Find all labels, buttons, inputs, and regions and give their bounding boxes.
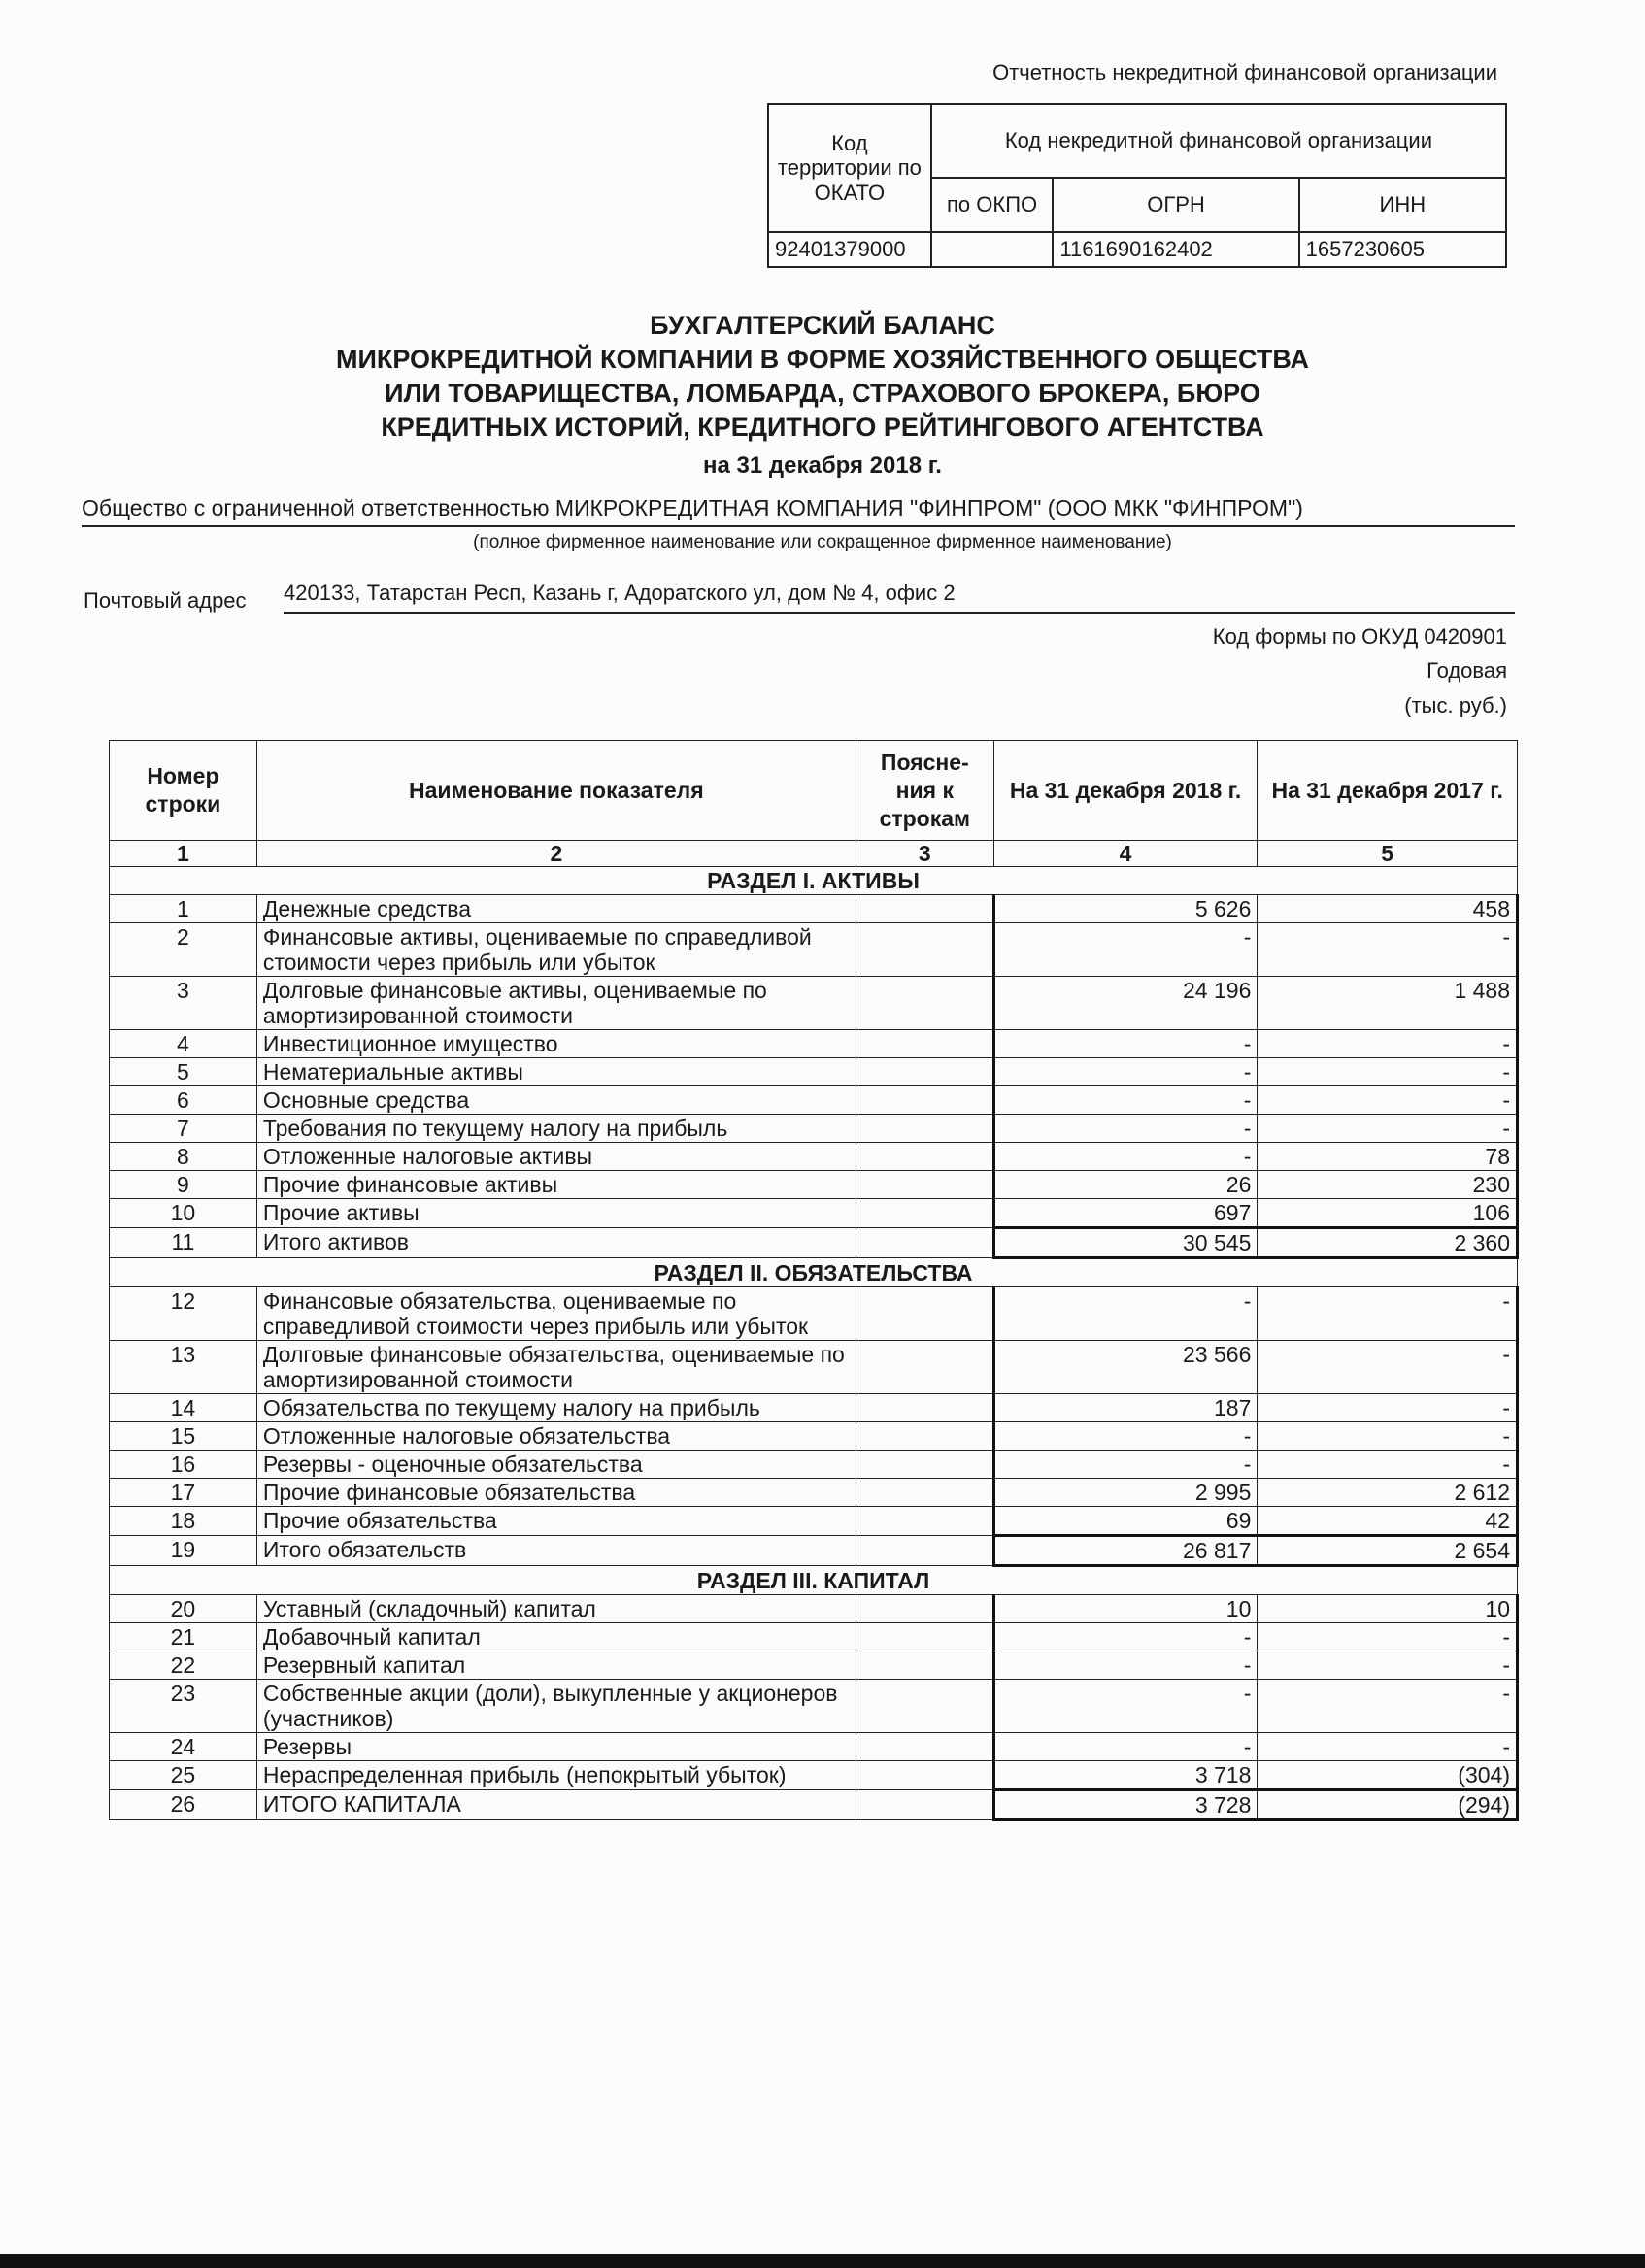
value-2018: 69 xyxy=(993,1507,1258,1536)
row-number: 25 xyxy=(110,1761,257,1790)
row-name: Собственные акции (доли), выкупленные у акционеров (участников) xyxy=(256,1680,856,1733)
col-number-2: 2 xyxy=(256,841,856,867)
address-label: Почтовый адрес xyxy=(84,588,247,613)
row-notes xyxy=(856,1341,993,1394)
organization-name: Общество с ограниченной ответственностью МИКРОКРЕДИТНАЯ КОМПАНИЯ "ФИНПРОМ" (ООО МКК "ФИНПРОМ") xyxy=(82,495,1515,527)
value-2018: 2 995 xyxy=(993,1479,1258,1507)
row-notes xyxy=(856,1287,993,1341)
row-notes xyxy=(856,1030,993,1058)
table-row xyxy=(110,1058,1518,1086)
value-2017: 458 xyxy=(1258,895,1518,923)
org-code-header: Код некредитной финансовой организации xyxy=(931,104,1506,178)
row-name: Основные средства xyxy=(256,1086,856,1115)
value-2018: - xyxy=(993,1086,1258,1115)
row-name: Финансовые активы, оцениваемые по справедливой стоимости через прибыль или убыток xyxy=(256,923,856,977)
row-name: Нематериальные активы xyxy=(256,1058,856,1086)
value-2018: 3 728 xyxy=(993,1790,1258,1820)
value-2018: 26 xyxy=(993,1171,1258,1199)
report-type-label: Отчетность некредитной финансовой организации xyxy=(992,60,1497,84)
row-notes xyxy=(856,1479,993,1507)
value-2017: (294) xyxy=(1258,1790,1518,1820)
table-row xyxy=(110,1623,1518,1651)
value-2018: - xyxy=(993,1733,1258,1761)
row-number: 24 xyxy=(110,1733,257,1761)
row-notes xyxy=(856,1058,993,1086)
row-name: Итого обязательств xyxy=(256,1536,856,1566)
row-notes xyxy=(856,1228,993,1258)
row-name: Отложенные налоговые активы xyxy=(256,1143,856,1171)
row-name: Резервы xyxy=(256,1733,856,1761)
value-2018: - xyxy=(993,1143,1258,1171)
header-row-number: Номер строки xyxy=(110,741,257,841)
balance-sheet-table xyxy=(109,740,1519,1821)
header-2018: На 31 декабря 2018 г. xyxy=(993,741,1258,841)
report-date: на 31 декабря 2018 г. xyxy=(703,452,942,479)
row-notes xyxy=(856,1680,993,1733)
value-2018: - xyxy=(993,1287,1258,1341)
row-number: 9 xyxy=(110,1171,257,1199)
table-row xyxy=(110,1115,1518,1143)
row-name: Прочие финансовые активы xyxy=(256,1171,856,1199)
section-header-row xyxy=(110,1258,1518,1287)
row-name: Резервный капитал xyxy=(256,1651,856,1680)
row-number: 10 xyxy=(110,1199,257,1228)
okpo-header: по ОКПО xyxy=(931,178,1054,232)
value-2017: - xyxy=(1258,1058,1518,1086)
okato-value: 92401379000 xyxy=(768,232,931,267)
row-number: 7 xyxy=(110,1115,257,1143)
row-name: Прочие активы xyxy=(256,1199,856,1228)
row-number: 3 xyxy=(110,977,257,1030)
row-number: 16 xyxy=(110,1451,257,1479)
row-name: Долговые финансовые активы, оцениваемые по амортизированной стоимости xyxy=(256,977,856,1030)
value-2018: 697 xyxy=(993,1199,1258,1228)
row-notes xyxy=(856,1651,993,1680)
row-number: 13 xyxy=(110,1341,257,1394)
table-row xyxy=(110,1733,1518,1761)
value-2017: - xyxy=(1258,1287,1518,1341)
row-number: 19 xyxy=(110,1536,257,1566)
header-notes: Поясне- ния к строкам xyxy=(856,741,993,841)
value-2017: 106 xyxy=(1258,1199,1518,1228)
value-2017: - xyxy=(1258,1680,1518,1733)
row-number: 2 xyxy=(110,923,257,977)
row-notes xyxy=(856,1761,993,1790)
col-number-4: 4 xyxy=(993,841,1258,867)
value-2018: - xyxy=(993,923,1258,977)
row-notes xyxy=(856,1422,993,1451)
row-notes xyxy=(856,1394,993,1422)
ogrn-header: ОГРН xyxy=(1053,178,1298,232)
row-number: 17 xyxy=(110,1479,257,1507)
value-2017: - xyxy=(1258,1394,1518,1422)
organization-name-caption: (полное фирменное наименование или сокращенное фирменное наименование) xyxy=(473,532,1172,552)
row-name: Резервы - оценочные обязательства xyxy=(256,1451,856,1479)
title-line-1: БУХГАЛТЕРСКИЙ БАЛАНС xyxy=(650,311,995,340)
table-row xyxy=(110,923,1518,977)
units-label: (тыс. руб.) xyxy=(1404,693,1507,717)
value-2017: 2 654 xyxy=(1258,1536,1518,1566)
row-number: 11 xyxy=(110,1228,257,1258)
inn-value: 1657230605 xyxy=(1299,232,1506,267)
section-title: РАЗДЕЛ I. АКТИВЫ xyxy=(110,867,1518,895)
row-notes xyxy=(856,1451,993,1479)
row-name: Добавочный капитал xyxy=(256,1623,856,1651)
header-indicator-name: Наименование показателя xyxy=(256,741,856,841)
value-2017: - xyxy=(1258,1086,1518,1115)
value-2017: - xyxy=(1258,923,1518,977)
table-row xyxy=(110,1595,1518,1623)
okato-header: Код территории по ОКАТО xyxy=(768,104,931,232)
row-name: Требования по текущему налогу на прибыль xyxy=(256,1115,856,1143)
okpo-value xyxy=(931,232,1054,267)
table-row xyxy=(110,1199,1518,1228)
value-2018: - xyxy=(993,1651,1258,1680)
col-number-3: 3 xyxy=(856,841,993,867)
value-2018: - xyxy=(993,1030,1258,1058)
section-header-row xyxy=(110,1566,1518,1595)
row-number: 21 xyxy=(110,1623,257,1651)
value-2018: 187 xyxy=(993,1394,1258,1422)
okud-code: Код формы по ОКУД 0420901 xyxy=(1212,624,1507,649)
value-2017: 1 488 xyxy=(1258,977,1518,1030)
row-notes xyxy=(856,1115,993,1143)
value-2018: - xyxy=(993,1680,1258,1733)
row-name: Денежные средства xyxy=(256,895,856,923)
row-notes xyxy=(856,1790,993,1820)
row-name: Прочие обязательства xyxy=(256,1507,856,1536)
row-number: 23 xyxy=(110,1680,257,1733)
row-name: Финансовые обязательства, оцениваемые по справедливой стоимости через прибыль или убыток xyxy=(256,1287,856,1341)
table-row xyxy=(110,977,1518,1030)
row-notes xyxy=(856,1171,993,1199)
row-number: 4 xyxy=(110,1030,257,1058)
value-2017: 78 xyxy=(1258,1143,1518,1171)
value-2018: 23 566 xyxy=(993,1341,1258,1394)
table-row xyxy=(110,1422,1518,1451)
row-name: Нераспределенная прибыль (непокрытый убыток) xyxy=(256,1761,856,1790)
value-2017: - xyxy=(1258,1115,1518,1143)
table-row xyxy=(110,1790,1518,1820)
table-row xyxy=(110,1651,1518,1680)
row-notes xyxy=(856,1595,993,1623)
title-line-2: МИКРОКРЕДИТНОЙ КОМПАНИИ В ФОРМЕ ХОЗЯЙСТВЕННОГО ОБЩЕСТВА xyxy=(335,345,1309,374)
header-2017: На 31 декабря 2017 г. xyxy=(1258,741,1518,841)
address-value: 420133, Татарстан Респ, Казань г, Адоратского ул, дом № 4, офис 2 xyxy=(284,581,1515,614)
row-number: 22 xyxy=(110,1651,257,1680)
row-number: 12 xyxy=(110,1287,257,1341)
row-name: ИТОГО КАПИТАЛА xyxy=(256,1790,856,1820)
value-2017: - xyxy=(1258,1451,1518,1479)
table-row xyxy=(110,1228,1518,1258)
value-2018: - xyxy=(993,1115,1258,1143)
balance-sheet-body xyxy=(110,867,1518,1820)
table-row xyxy=(110,1479,1518,1507)
table-row xyxy=(110,1287,1518,1341)
row-number: 14 xyxy=(110,1394,257,1422)
row-notes xyxy=(856,1623,993,1651)
row-name: Уставный (складочный) капитал xyxy=(256,1595,856,1623)
row-number: 1 xyxy=(110,895,257,923)
table-row xyxy=(110,1171,1518,1199)
value-2017: 2 360 xyxy=(1258,1228,1518,1258)
section-header-row xyxy=(110,867,1518,895)
row-notes xyxy=(856,1143,993,1171)
section-title: РАЗДЕЛ II. ОБЯЗАТЕЛЬСТВА xyxy=(110,1258,1518,1287)
value-2017: - xyxy=(1258,1733,1518,1761)
value-2017: 42 xyxy=(1258,1507,1518,1536)
row-number: 20 xyxy=(110,1595,257,1623)
inn-header: ИНН xyxy=(1299,178,1506,232)
title-line-4: КРЕДИТНЫХ ИСТОРИЙ, КРЕДИТНОГО РЕЙТИНГОВОГО АГЕНТСТВА xyxy=(381,413,1264,442)
section-title: РАЗДЕЛ III. КАПИТАЛ xyxy=(110,1566,1518,1595)
value-2018: 26 817 xyxy=(993,1536,1258,1566)
ogrn-value: 1161690162402 xyxy=(1053,232,1298,267)
table-row xyxy=(110,1341,1518,1394)
table-row xyxy=(110,1451,1518,1479)
value-2017: - xyxy=(1258,1341,1518,1394)
row-number: 18 xyxy=(110,1507,257,1536)
value-2017: 2 612 xyxy=(1258,1479,1518,1507)
row-notes xyxy=(856,1536,993,1566)
table-row xyxy=(110,1086,1518,1115)
value-2018: - xyxy=(993,1451,1258,1479)
value-2018: - xyxy=(993,1422,1258,1451)
row-name: Отложенные налоговые обязательства xyxy=(256,1422,856,1451)
row-notes xyxy=(856,1199,993,1228)
value-2018: - xyxy=(993,1058,1258,1086)
table-row xyxy=(110,1394,1518,1422)
value-2017: - xyxy=(1258,1623,1518,1651)
col-number-1: 1 xyxy=(110,841,257,867)
row-notes xyxy=(856,977,993,1030)
row-number: 26 xyxy=(110,1790,257,1820)
value-2018: 5 626 xyxy=(993,895,1258,923)
row-number: 15 xyxy=(110,1422,257,1451)
scan-edge xyxy=(0,2254,1645,2268)
org-codes-table xyxy=(767,103,1507,268)
value-2018: 10 xyxy=(993,1595,1258,1623)
col-number-5: 5 xyxy=(1258,841,1518,867)
value-2017: 230 xyxy=(1258,1171,1518,1199)
value-2017: - xyxy=(1258,1030,1518,1058)
table-row xyxy=(110,1680,1518,1733)
row-name: Долговые финансовые обязательства, оцениваемые по амортизированной стоимости xyxy=(256,1341,856,1394)
row-number: 5 xyxy=(110,1058,257,1086)
report-period: Годовая xyxy=(1427,658,1507,683)
row-notes xyxy=(856,1507,993,1536)
row-name: Инвестиционное имущество xyxy=(256,1030,856,1058)
table-row xyxy=(110,1761,1518,1790)
row-name: Прочие финансовые обязательства xyxy=(256,1479,856,1507)
table-row xyxy=(110,1536,1518,1566)
table-row xyxy=(110,1030,1518,1058)
row-number: 8 xyxy=(110,1143,257,1171)
value-2017: - xyxy=(1258,1422,1518,1451)
row-notes xyxy=(856,1733,993,1761)
table-row xyxy=(110,1143,1518,1171)
table-row xyxy=(110,895,1518,923)
table-row xyxy=(110,1507,1518,1536)
value-2018: 24 196 xyxy=(993,977,1258,1030)
row-name: Обязательства по текущему налогу на прибыль xyxy=(256,1394,856,1422)
document-title xyxy=(0,309,1645,445)
row-name: Итого активов xyxy=(256,1228,856,1258)
row-notes xyxy=(856,895,993,923)
row-notes xyxy=(856,1086,993,1115)
value-2017: 10 xyxy=(1258,1595,1518,1623)
row-notes xyxy=(856,923,993,977)
value-2018: 3 718 xyxy=(993,1761,1258,1790)
row-number: 6 xyxy=(110,1086,257,1115)
value-2018: 30 545 xyxy=(993,1228,1258,1258)
value-2018: - xyxy=(993,1623,1258,1651)
value-2017: - xyxy=(1258,1651,1518,1680)
value-2017: (304) xyxy=(1258,1761,1518,1790)
title-line-3: ИЛИ ТОВАРИЩЕСТВА, ЛОМБАРДА, СТРАХОВОГО БРОКЕРА, БЮРО xyxy=(385,379,1260,408)
